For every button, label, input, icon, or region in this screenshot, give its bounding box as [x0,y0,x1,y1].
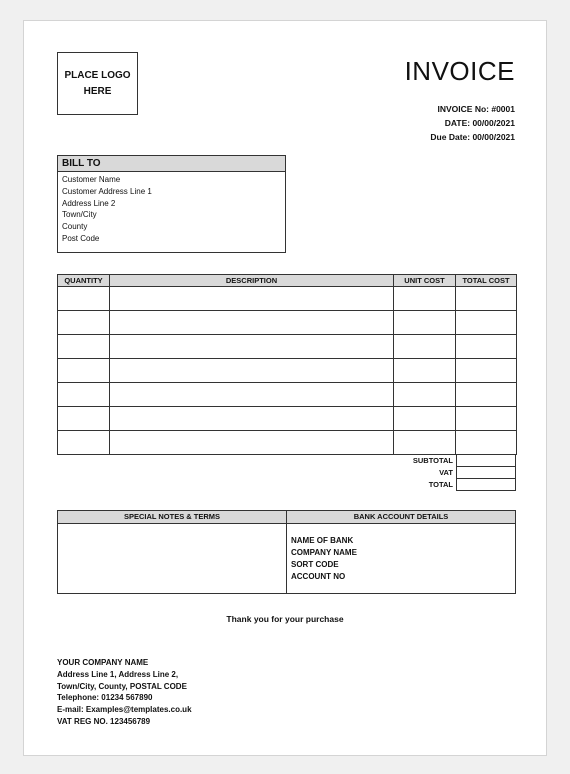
company-name-line: COMPANY NAME [291,548,357,557]
special-notes-heading: SPECIAL NOTES & TERMS [58,511,286,524]
company-line: VAT REG NO. 123456789 [57,716,151,726]
bill-to-line: Post Code [62,233,100,243]
description-cell[interactable] [110,311,394,335]
unit-cost-cell[interactable] [394,335,456,359]
total-cost-cell[interactable] [456,431,517,455]
item-row [58,335,517,359]
item-row [58,359,517,383]
bill-to-line: Address Line 2 [62,198,116,208]
col-header-quantity: QUANTITY [58,275,110,287]
bill-to-heading: BILL TO [58,156,285,172]
bank-name-line: NAME OF BANK [291,536,354,545]
total-cost-cell[interactable] [456,311,517,335]
total-cost-cell[interactable] [456,359,517,383]
logo-placeholder [57,52,138,115]
unit-cost-cell[interactable] [394,383,456,407]
total-cost-cell[interactable] [456,383,517,407]
quantity-cell[interactable] [58,431,110,455]
unit-cost-cell[interactable] [394,359,456,383]
total-cost-cell[interactable] [456,335,517,359]
logo-placeholder-text: PLACE LOGO HERE [64,69,131,97]
subtotal-label: SUBTOTAL [412,456,453,465]
total-label: TOTAL [428,480,453,489]
unit-cost-cell[interactable] [394,287,456,311]
col-header-unit-cost: UNIT COST [394,275,456,287]
bill-to-address [58,172,285,245]
unit-cost-cell[interactable] [394,407,456,431]
item-row [58,383,517,407]
col-header-total-cost: TOTAL COST [456,275,517,287]
item-row [58,431,517,455]
items-header-row [58,275,517,287]
subtotal-row [57,455,516,467]
col-header-description: DESCRIPTION [110,275,394,287]
unit-cost-cell[interactable] [394,431,456,455]
item-row [58,407,517,431]
bill-to-line: Town/City [62,210,97,220]
sort-code-line: SORT CODE [291,560,339,569]
company-line: Telephone: 01234 567890 [57,693,153,703]
invoice-date: DATE: 00/00/2021 [444,118,515,128]
bank-details-heading: BANK ACCOUNT DETAILS [287,511,515,524]
thank-you-message: Thank you for your purchase [226,614,344,624]
bill-to-line: Customer Address Line 1 [62,186,152,196]
invoice-number: INVOICE No: #0001 [437,104,515,114]
vat-cell[interactable] [456,467,516,479]
description-cell[interactable] [110,383,394,407]
item-row [58,287,517,311]
bill-to-box [57,155,286,253]
company-line: Town/City, County, POSTAL CODE [57,681,187,691]
quantity-cell[interactable] [58,383,110,407]
total-cell[interactable] [456,479,516,491]
quantity-cell[interactable] [58,335,110,359]
account-no-line: ACCOUNT NO [291,572,346,581]
total-cost-cell[interactable] [456,287,517,311]
quantity-cell[interactable] [58,311,110,335]
quantity-cell[interactable] [58,359,110,383]
description-cell[interactable] [110,431,394,455]
totals-block [57,455,516,491]
vat-row [57,467,516,479]
invoice-meta [430,102,515,144]
invoice-title: INVOICE [404,56,515,86]
company-line: E-mail: Examples@templates.co.uk [57,705,192,715]
bill-to-line: County [62,222,88,232]
description-cell[interactable] [110,287,394,311]
description-cell[interactable] [110,359,394,383]
quantity-cell[interactable] [58,287,110,311]
bill-to-line: Customer Name [62,175,121,184]
quantity-cell[interactable] [58,407,110,431]
total-cost-cell[interactable] [456,407,517,431]
invoice-due-date: Due Date: 00/00/2021 [430,132,515,142]
unit-cost-cell[interactable] [394,311,456,335]
notes-bank-box [57,510,516,594]
description-cell[interactable] [110,407,394,431]
bank-details-lines [287,524,515,583]
description-cell[interactable] [110,335,394,359]
items-table [57,274,517,455]
company-line: Address Line 1, Address Line 2, [57,669,179,679]
company-line: YOUR COMPANY NAME [57,658,149,667]
vat-label: VAT [439,468,453,477]
special-notes-section [58,511,287,593]
subtotal-cell[interactable] [456,455,516,467]
invoice-page [23,20,547,756]
bank-details-section [287,511,515,593]
company-details [57,657,192,728]
item-row [58,311,517,335]
total-row [57,479,516,491]
items-body [58,287,517,455]
